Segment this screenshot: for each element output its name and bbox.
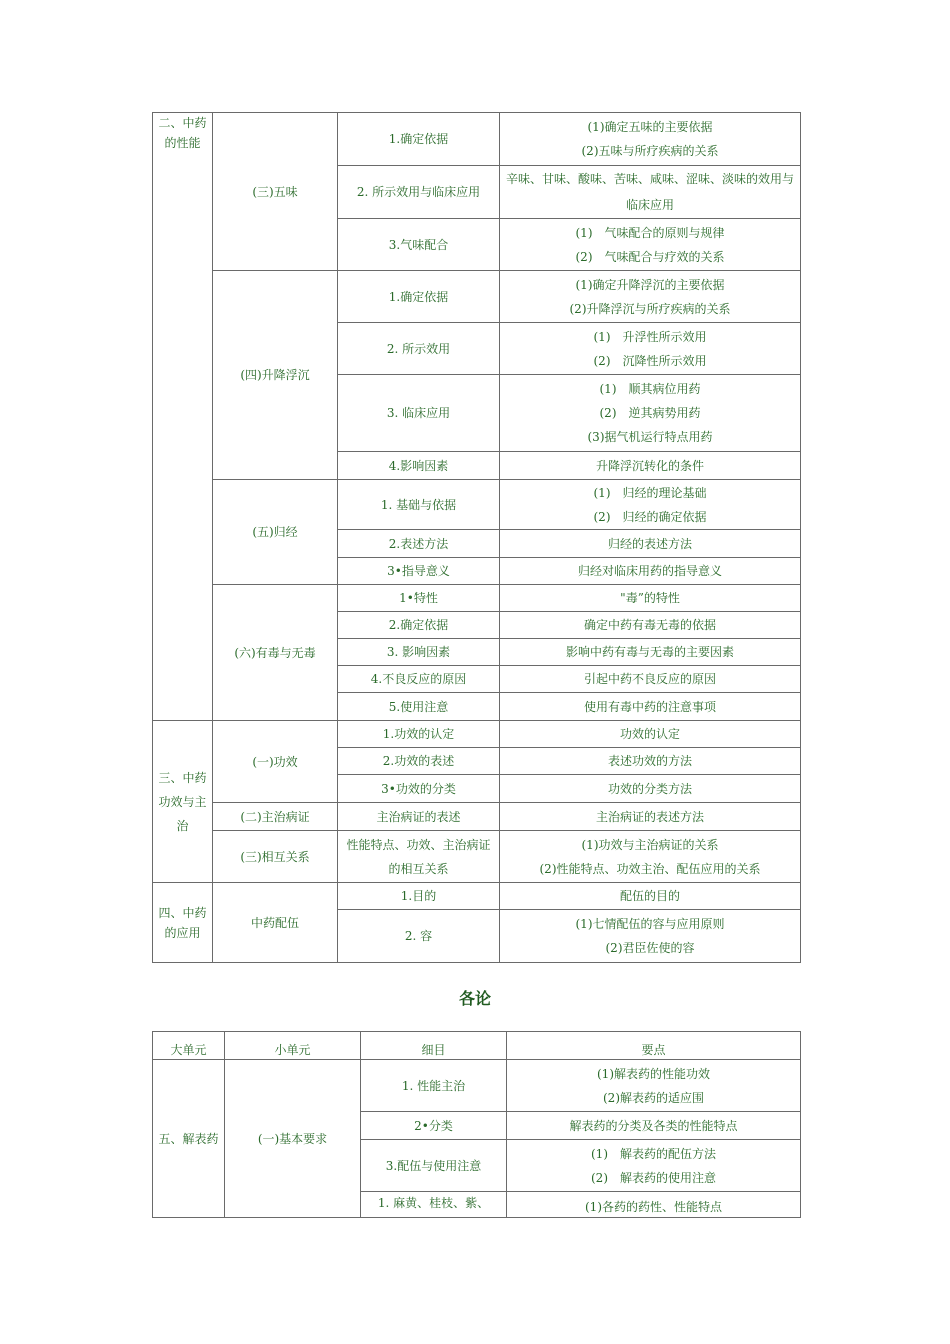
points-cell: 辛味、甘味、酸味、苦味、咸味、涩味、淡味的效用与临床应用: [500, 166, 801, 219]
points-cell: 主治病证的表述方法: [500, 803, 801, 831]
points-cell: "毒”的特性: [500, 585, 801, 612]
item-cell: 3. 临床应用: [338, 375, 500, 452]
item-cell: 1•特性: [338, 585, 500, 612]
subunit-cell: (一)基本要求: [225, 1060, 361, 1218]
points-cell: 归经对临床用药的指导意义: [500, 558, 801, 585]
item-cell: 主治病证的表述: [338, 803, 500, 831]
points-cell: 引起中药不良反应的原因: [500, 666, 801, 693]
points-cell: (1) 解表药的配伍方法 (2) 解表药的使用注意: [507, 1140, 801, 1192]
header-points: 要点: [507, 1032, 801, 1060]
subunit-cell: (三)五味: [213, 113, 338, 271]
item-cell: 1. 性能主治: [361, 1060, 507, 1112]
item-cell: 3.配伍与使用注意: [361, 1140, 507, 1192]
points-cell: (1)各药的药性、性能特点: [507, 1192, 801, 1218]
item-cell: 2•分类: [361, 1112, 507, 1140]
section-title: 各论: [458, 989, 491, 1008]
points-cell: 表述功效的方法: [500, 748, 801, 775]
points-cell: (1)确定升降浮沉的主要依据 (2)升降浮沉与所疗疾病的关系: [500, 271, 801, 323]
subunit-cell: (三)相互关系: [213, 831, 338, 883]
item-cell: 2.确定依据: [338, 612, 500, 639]
item-cell: 1.功效的认定: [338, 721, 500, 748]
points-cell: 确定中药有毒无毒的依据: [500, 612, 801, 639]
item-cell: 3. 影响因素: [338, 639, 500, 666]
item-cell: 2. 所示效用与临床应用: [338, 166, 500, 219]
points-cell: 影响中药有毒与无毒的主要因素: [500, 639, 801, 666]
points-cell: (1)解表药的性能功效 (2)解表药的适应围: [507, 1060, 801, 1112]
subunit-cell: (六)有毒与无毒: [213, 585, 338, 721]
item-cell: 5.使用注意: [338, 693, 500, 721]
item-cell: 性能特点、功效、主治病证的相互关系: [338, 831, 500, 883]
item-cell: 3•指导意义: [338, 558, 500, 585]
unit-cell: 五、解表药: [153, 1060, 225, 1218]
subunit-cell: 中药配伍: [213, 883, 338, 963]
item-cell: 4.不良反应的原因: [338, 666, 500, 693]
subunit-cell: (二)主治病证: [213, 803, 338, 831]
subunit-cell: (四)升降浮沉: [213, 271, 338, 480]
points-cell: (1) 顺其病位用药 (2) 逆其病势用药 (3)据气机运行特点用药: [500, 375, 801, 452]
points-cell: 解表药的分类及各类的性能特点: [507, 1112, 801, 1140]
item-cell: 1. 基础与依据: [338, 480, 500, 530]
points-cell: 使用有毒中药的注意事项: [500, 693, 801, 721]
item-cell: 2. 所示效用: [338, 323, 500, 375]
subunit-cell: (五)归经: [213, 480, 338, 585]
unit-cell: 二、中药的性能: [153, 113, 213, 721]
item-cell: 1.确定依据: [338, 271, 500, 323]
unit-cell: 四、中药的应用: [153, 883, 213, 963]
item-cell: 1.目的: [338, 883, 500, 910]
item-cell: 1. 麻黄、桂枝、紫、: [361, 1192, 507, 1218]
unit-cell: 三、中药功效与主治: [153, 721, 213, 883]
item-cell: 3•功效的分类: [338, 775, 500, 803]
subunit-cell: (一)功效: [213, 721, 338, 803]
points-cell: (1) 归经的理论基础 (2) 归经的确定依据: [500, 480, 801, 530]
points-cell: 功效的认定: [500, 721, 801, 748]
item-cell: 2.功效的表述: [338, 748, 500, 775]
points-cell: 配伍的目的: [500, 883, 801, 910]
points-cell: (1) 升浮性所示效用 (2) 沉降性所示效用: [500, 323, 801, 375]
header-unit: 大单元: [153, 1032, 225, 1060]
item-cell: 1.确定依据: [338, 113, 500, 166]
points-cell: (1)确定五味的主要依据 (2)五味与所疗疾病的关系: [500, 113, 801, 166]
item-cell: 2. 容: [338, 910, 500, 963]
points-cell: 功效的分类方法: [500, 775, 801, 803]
header-item: 细目: [361, 1032, 507, 1060]
item-cell: 2.表述方法: [338, 530, 500, 558]
item-cell: 4.影响因素: [338, 452, 500, 480]
points-cell: 归经的表述方法: [500, 530, 801, 558]
points-cell: (1)功效与主治病证的关系 (2)性能特点、功效主治、配伍应用的关系: [500, 831, 801, 883]
points-cell: (1) 气味配合的原则与规律 (2) 气味配合与疗效的关系: [500, 219, 801, 271]
outline-table-specific: [152, 1031, 801, 1218]
points-cell: 升降浮沉转化的条件: [500, 452, 801, 480]
outline-table-general: [152, 112, 801, 963]
points-cell: (1)七情配伍的容与应用原则 (2)君臣佐使的容: [500, 910, 801, 963]
item-cell: 3.气味配合: [338, 219, 500, 271]
header-subunit: 小单元: [225, 1032, 361, 1060]
